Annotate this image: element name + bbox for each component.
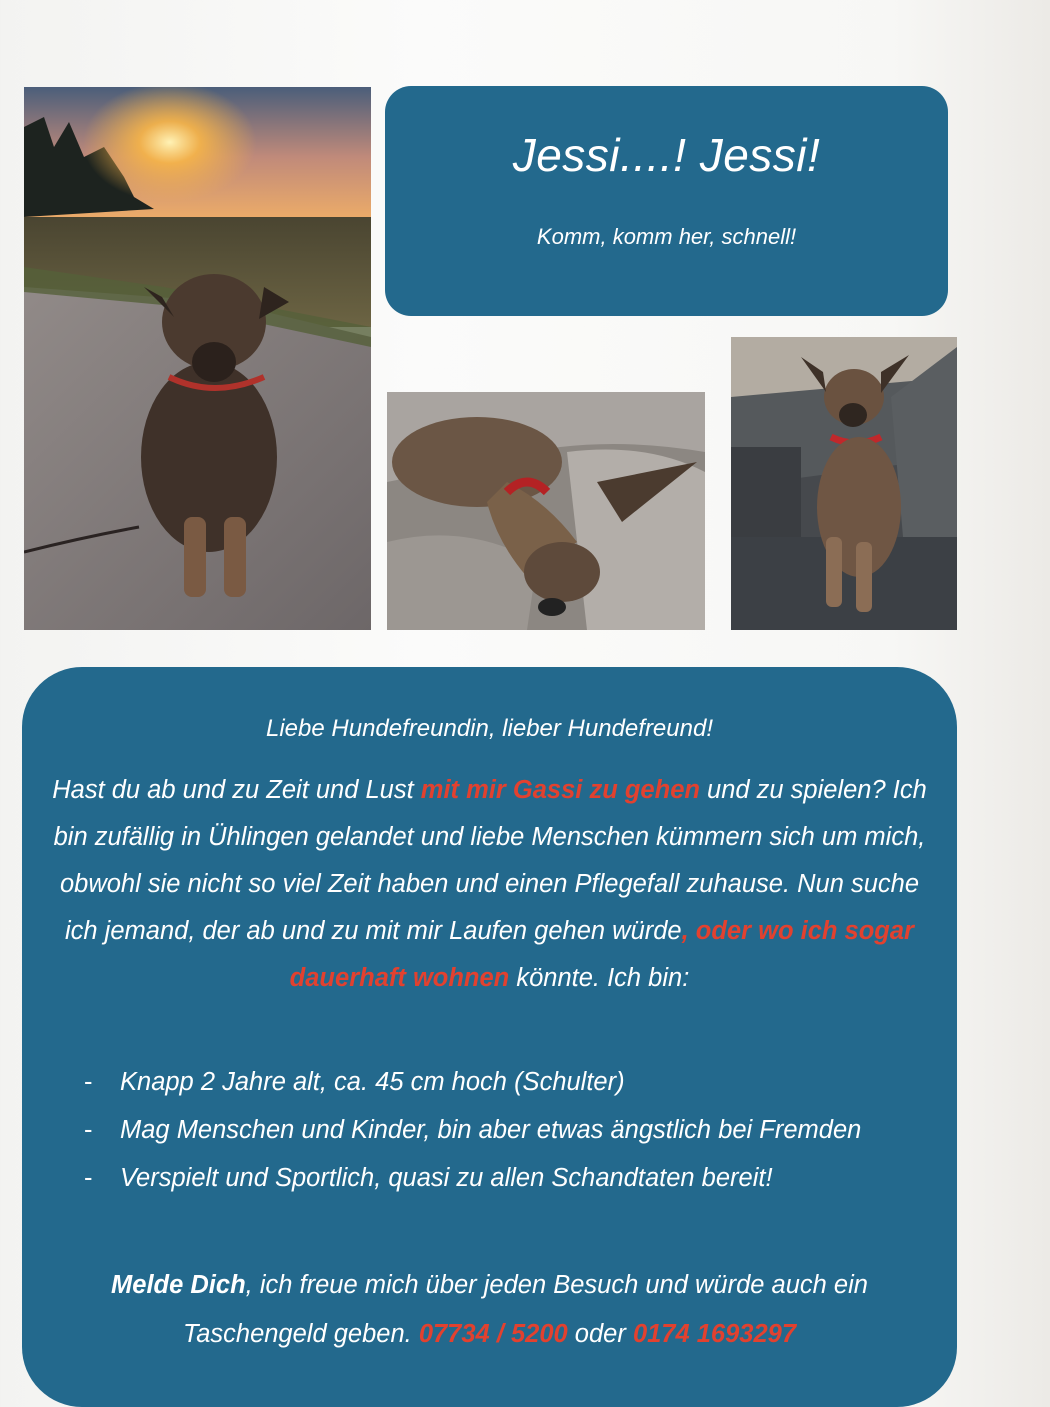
- closing-bold: Melde Dich: [111, 1271, 246, 1299]
- intro-highlight-walk: mit mir Gassi zu gehen: [420, 776, 700, 804]
- intro-text-1: Hast du ab und zu Zeit und Lust: [52, 776, 421, 804]
- headline: Jessi....! Jessi!: [512, 129, 821, 181]
- photo-car: [731, 337, 957, 630]
- list-item: [84, 1107, 927, 1153]
- intro-paragraph: [52, 767, 927, 1002]
- intro-highlight-home: , oder wo ich sogar dauerhaft wohnen: [289, 917, 914, 992]
- list-item: [84, 1155, 927, 1201]
- greeting: Liebe Hundefreundin, lieber Hundefreund!: [266, 715, 713, 742]
- phone-number-landline[interactable]: 07734 / 5200: [418, 1320, 568, 1348]
- bullet-dash: -: [84, 1068, 93, 1096]
- photo-sleeping: [387, 392, 705, 630]
- facts-list: [84, 1059, 927, 1201]
- subheadline: Komm, komm her, schnell!: [536, 224, 797, 249]
- title-banner: [385, 86, 948, 316]
- phone-number-mobile[interactable]: 0174 1693297: [632, 1320, 797, 1348]
- intro-text-3: könnte. Ich bin:: [509, 964, 690, 992]
- fact-text: Mag Menschen und Kinder, bin aber etwas ängstlich bei Fremden: [120, 1116, 862, 1144]
- closing-text: , ich freue mich über jeden Besuch und würde auch ein Taschengeld geben.: [182, 1271, 868, 1348]
- intro-text-2: und zu spielen? Ich bin zufällig in Ühlingen gelandet und liebe Menschen kümmern sich um mich, obwohl sie nicht so viel Zeit haben und einen Pflegefall zuhause. Nun suche ich jemand, der ab und zu mit mir Laufen gehen würde: [53, 776, 927, 945]
- photo-sunset: [24, 87, 371, 630]
- bullet-dash: -: [84, 1116, 93, 1144]
- closing-paragraph: [52, 1261, 927, 1359]
- closing-or: oder: [567, 1320, 633, 1348]
- bullet-dash: -: [84, 1164, 93, 1192]
- fact-text: Knapp 2 Jahre alt, ca. 45 cm hoch (Schulter): [120, 1068, 625, 1096]
- info-panel: [22, 667, 957, 1407]
- fact-text: Verspielt und Sportlich, quasi zu allen Schandtaten bereit!: [120, 1164, 773, 1192]
- list-item: [84, 1059, 927, 1105]
